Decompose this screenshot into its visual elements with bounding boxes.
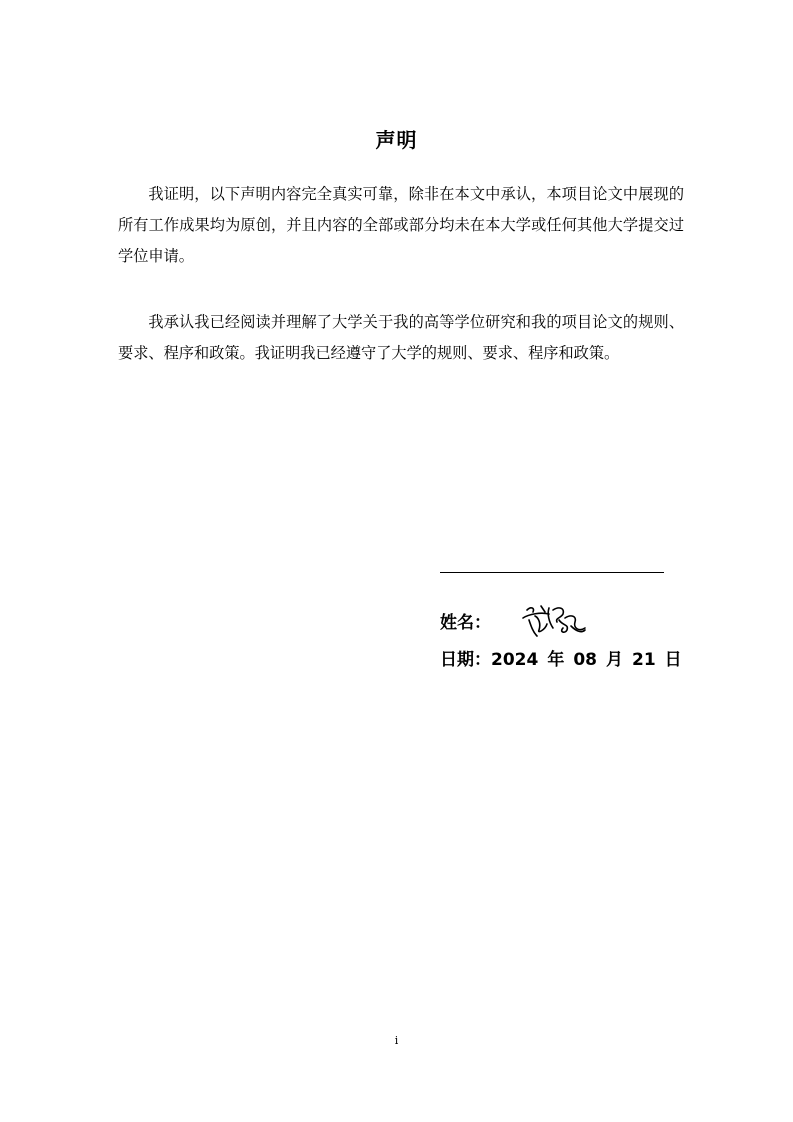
declaration-paragraph-1: 我证明，以下声明内容完全真实可靠，除非在本文中承认，本项目论文中展现的所有工作成果均为原创，并且内容的全部或部分均未在本大学或任何其他大学提交过学位申请。 (118, 185, 684, 265)
date-month-unit: 月 (606, 650, 623, 670)
date-day-unit: 日 (664, 650, 682, 670)
name-row (440, 600, 589, 640)
date-year-unit: 年 (547, 650, 565, 670)
page-title: 声明 (375, 128, 418, 152)
date-row (440, 645, 682, 670)
handwritten-signature (519, 600, 589, 640)
declaration-paragraph-2: 我承认我已经阅读并理解了大学关于我的高等学位研究和我的项目论文的规则、要求、程序和政策。我证明我已经遵守了大学的规则、要求、程序和政策。 (118, 313, 684, 362)
date-year: 2024 (491, 650, 539, 670)
date-day: 21 (632, 650, 656, 670)
page-number: i (394, 1034, 399, 1047)
signature-line (440, 572, 664, 573)
name-label: 姓名： (440, 612, 491, 633)
date-label: 日期： (440, 650, 491, 670)
date-month: 08 (573, 650, 597, 670)
